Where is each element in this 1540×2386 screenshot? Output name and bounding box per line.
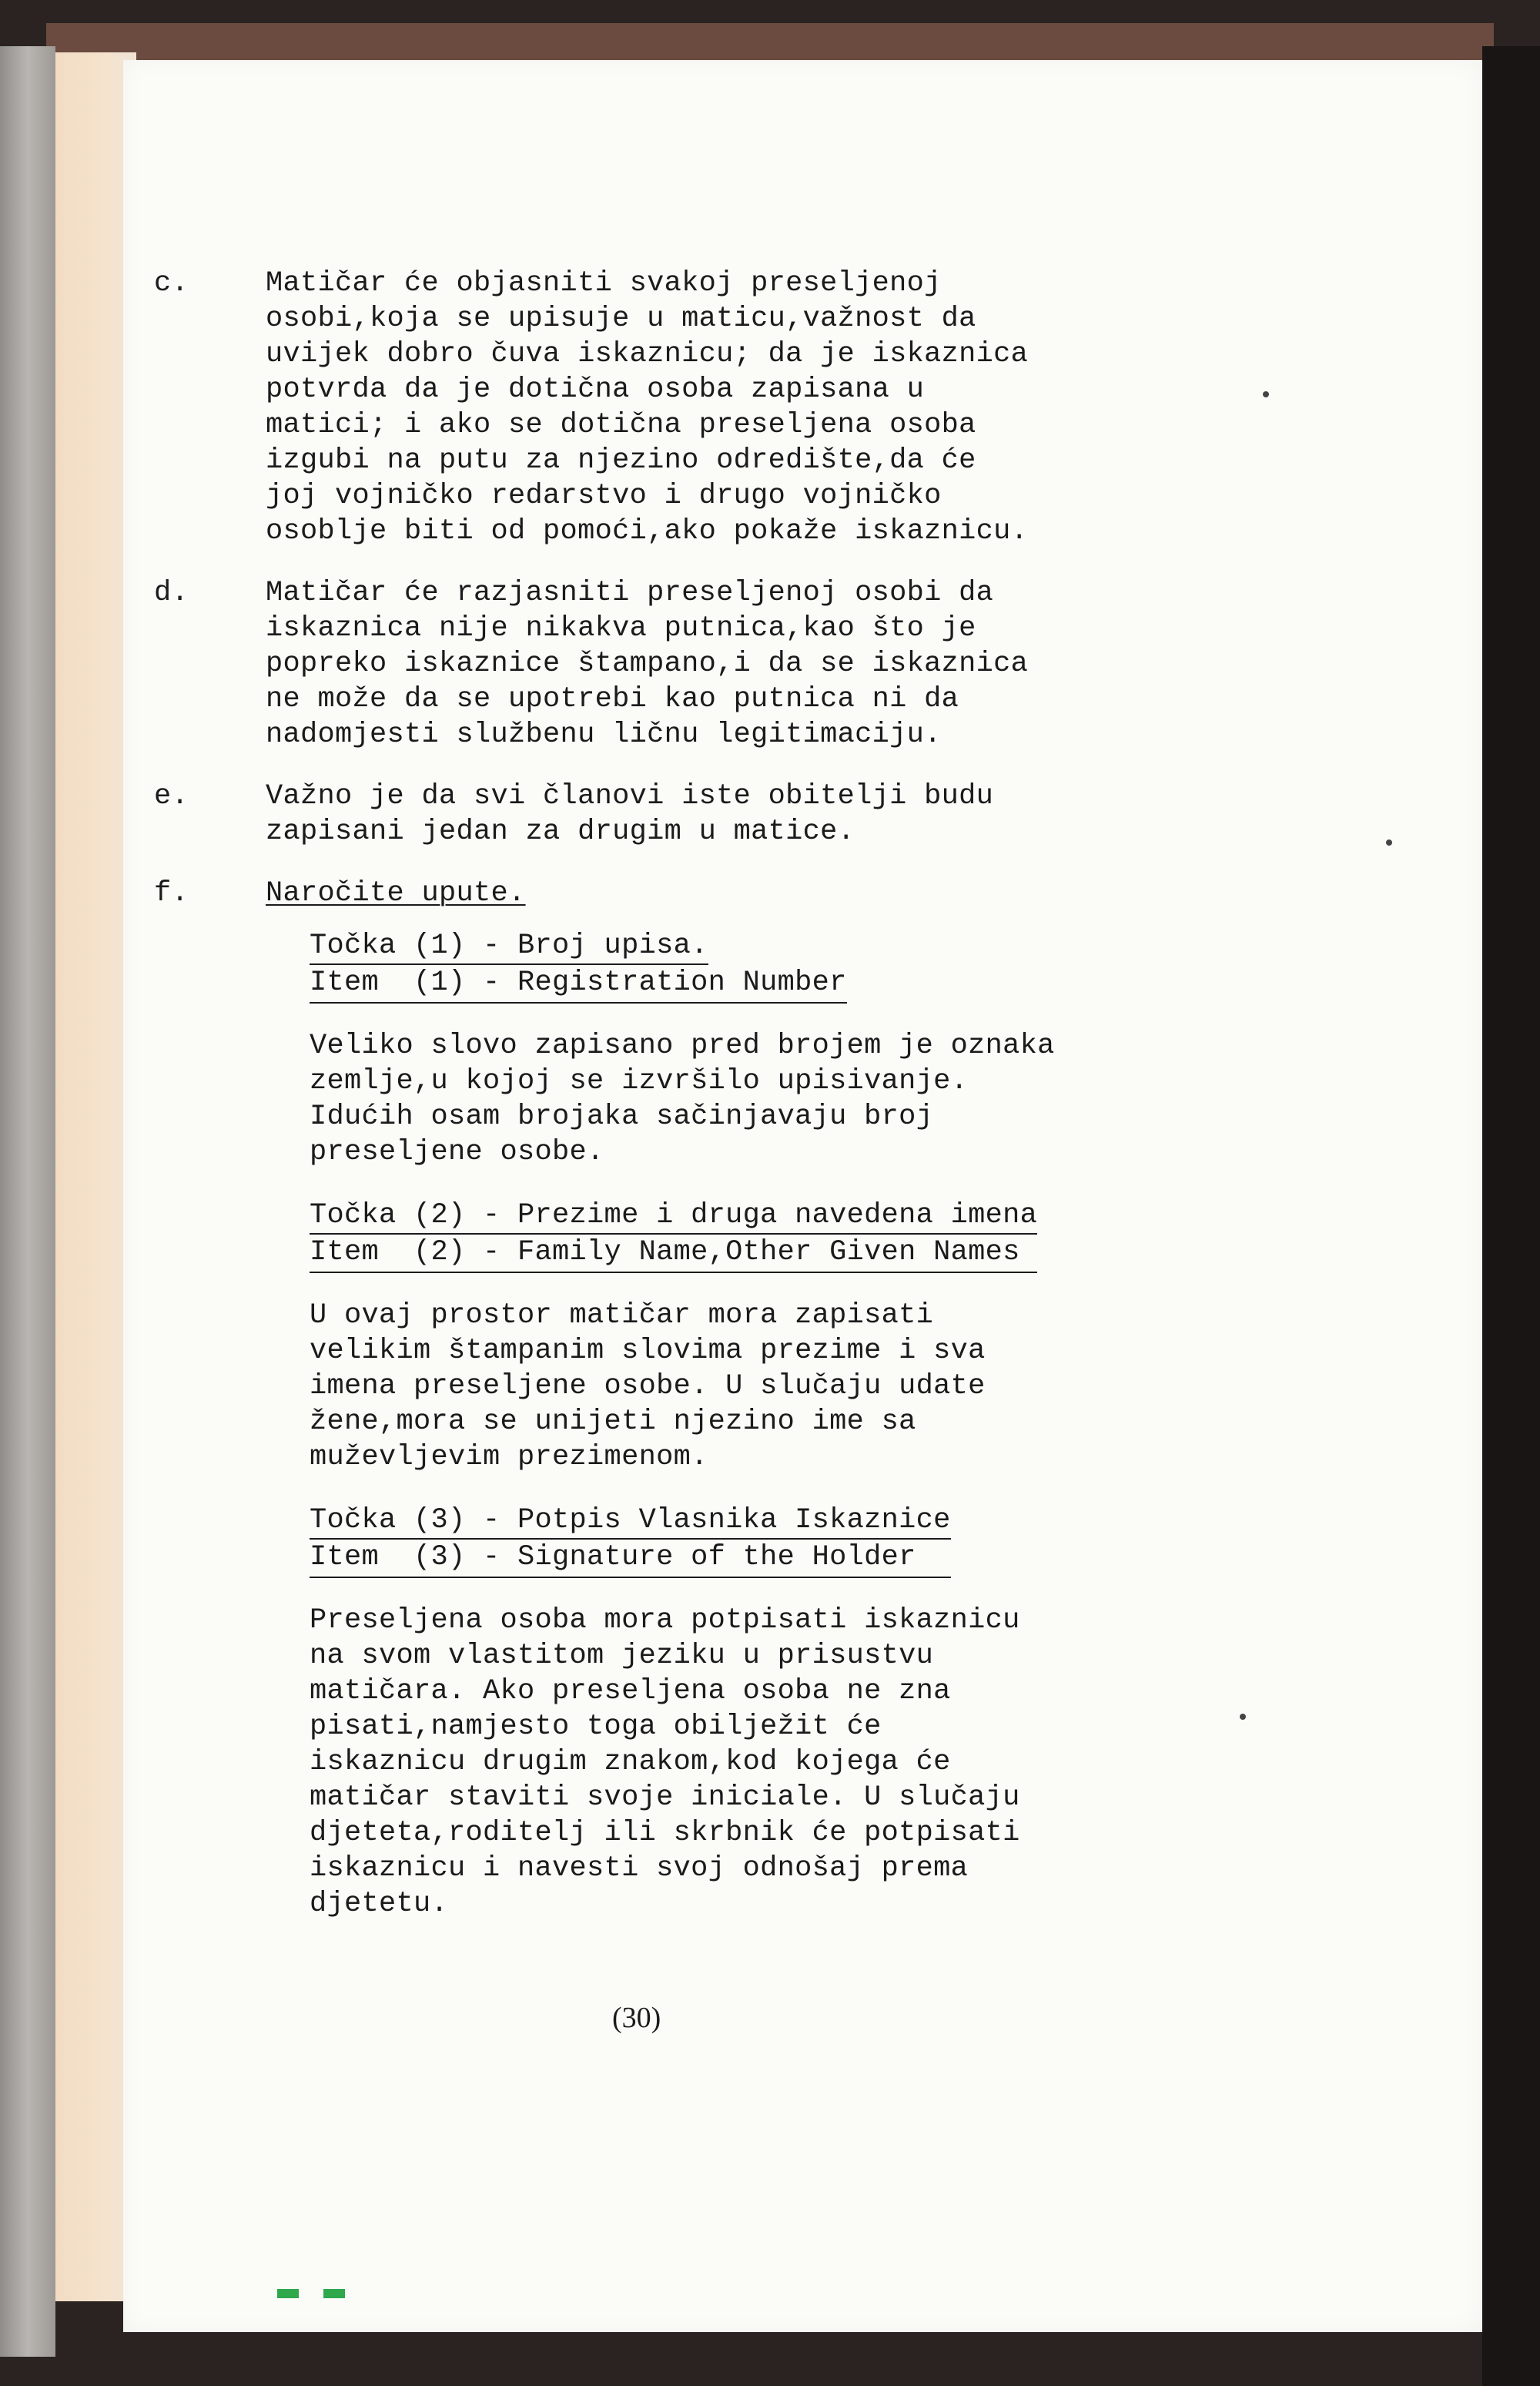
item-3-section [310, 1503, 1424, 1922]
heading-english: Item (2) - Family Name,Other Given Names [310, 1236, 1020, 1268]
page-number: (30) [612, 2002, 661, 2034]
item-3-heading [310, 1503, 951, 1578]
item-letter: c. [154, 267, 189, 300]
speck [1386, 839, 1392, 846]
item-text: Važno je da svi članovi iste obitelji budu zapisani jedan za drugim u matice. [266, 780, 994, 848]
item-2-section [310, 1198, 1424, 1475]
heading-english: Item (3) - Signature of the Holder [310, 1541, 916, 1573]
special-instructions-title: Naročite upute. [266, 877, 526, 910]
item-text: Matičar će objasniti svakoj preseljenoj osobi,koja se upisuje u maticu,važnost da uvijek dobro čuva iskaznicu; da je iskaznica potvrda da je dotična osoba zapisana u matici; i ako se dotična preseljena osoba izgubi na putu za njezino odredište,da će joj vojničko redarstvo i drugo vojničko osoblje biti od pomoći,ako pokaže iskaznicu. [266, 267, 1029, 548]
green-mark [323, 2289, 345, 2298]
green-mark [277, 2289, 299, 2298]
item-1-section [310, 928, 1424, 1170]
list-item-e [154, 779, 1424, 850]
item-letter: d. [154, 577, 189, 609]
item-1-text: Veliko slovo zapisano pred brojem je oznaka zemlje,u kojoj se izvršilo upisivanje. Idućih osam brojaka sačinjavaju broj preseljene osobe. [310, 1030, 1055, 1168]
right-shadow [1482, 46, 1540, 2386]
heading-croatian: Točka (3) - Potpis Vlasnika Iskaznice [310, 1503, 951, 1540]
item-letter: f. [154, 877, 189, 910]
speck [1240, 1714, 1246, 1720]
document-body [154, 266, 1424, 1949]
heading-croatian: Točka (1) - Broj upisa. [310, 928, 708, 965]
list-item-c [154, 266, 1424, 549]
binder-strip [0, 46, 55, 2357]
speck [1263, 391, 1269, 397]
heading-croatian: Točka (2) - Prezime i druga navedena imena [310, 1198, 1037, 1235]
list-item-d [154, 575, 1424, 752]
heading-english: Item (1) - Registration Number [310, 967, 847, 999]
item-2-heading [310, 1198, 1037, 1273]
item-2-text: U ovaj prostor matičar mora zapisati velikim štampanim slovima prezime i sva imena preseljene osobe. U slučaju udate žene,mora se unijeti njezino ime sa muževljevim prezimenom. [310, 1299, 986, 1473]
item-3-text: Preseljena osoba mora potpisati iskaznicu na svom vlastitom jeziku u prisustvu matičara. Ako preseljena osoba ne zna pisati,namjesto toga obilježit će iskaznicu drugim znakom,kod kojega će matičar staviti svoje iniciale. U slučaju djeteta,roditelj ili skrbnik će potpisati iskaznicu i navesti svoj odnošaj prema djetetu. [310, 1604, 1020, 1920]
list-item-f [154, 876, 1424, 1922]
item-1-heading [310, 928, 847, 1004]
item-text: Matičar će razjasniti preseljenoj osobi da iskaznica nije nikakva putnica,kao što je popreko iskaznice štampano,i da se iskaznica ne može da se upotrebi kao putnica ni da nadomjesti službenu ličnu legitimaciju. [266, 577, 1029, 751]
item-letter: e. [154, 780, 189, 813]
